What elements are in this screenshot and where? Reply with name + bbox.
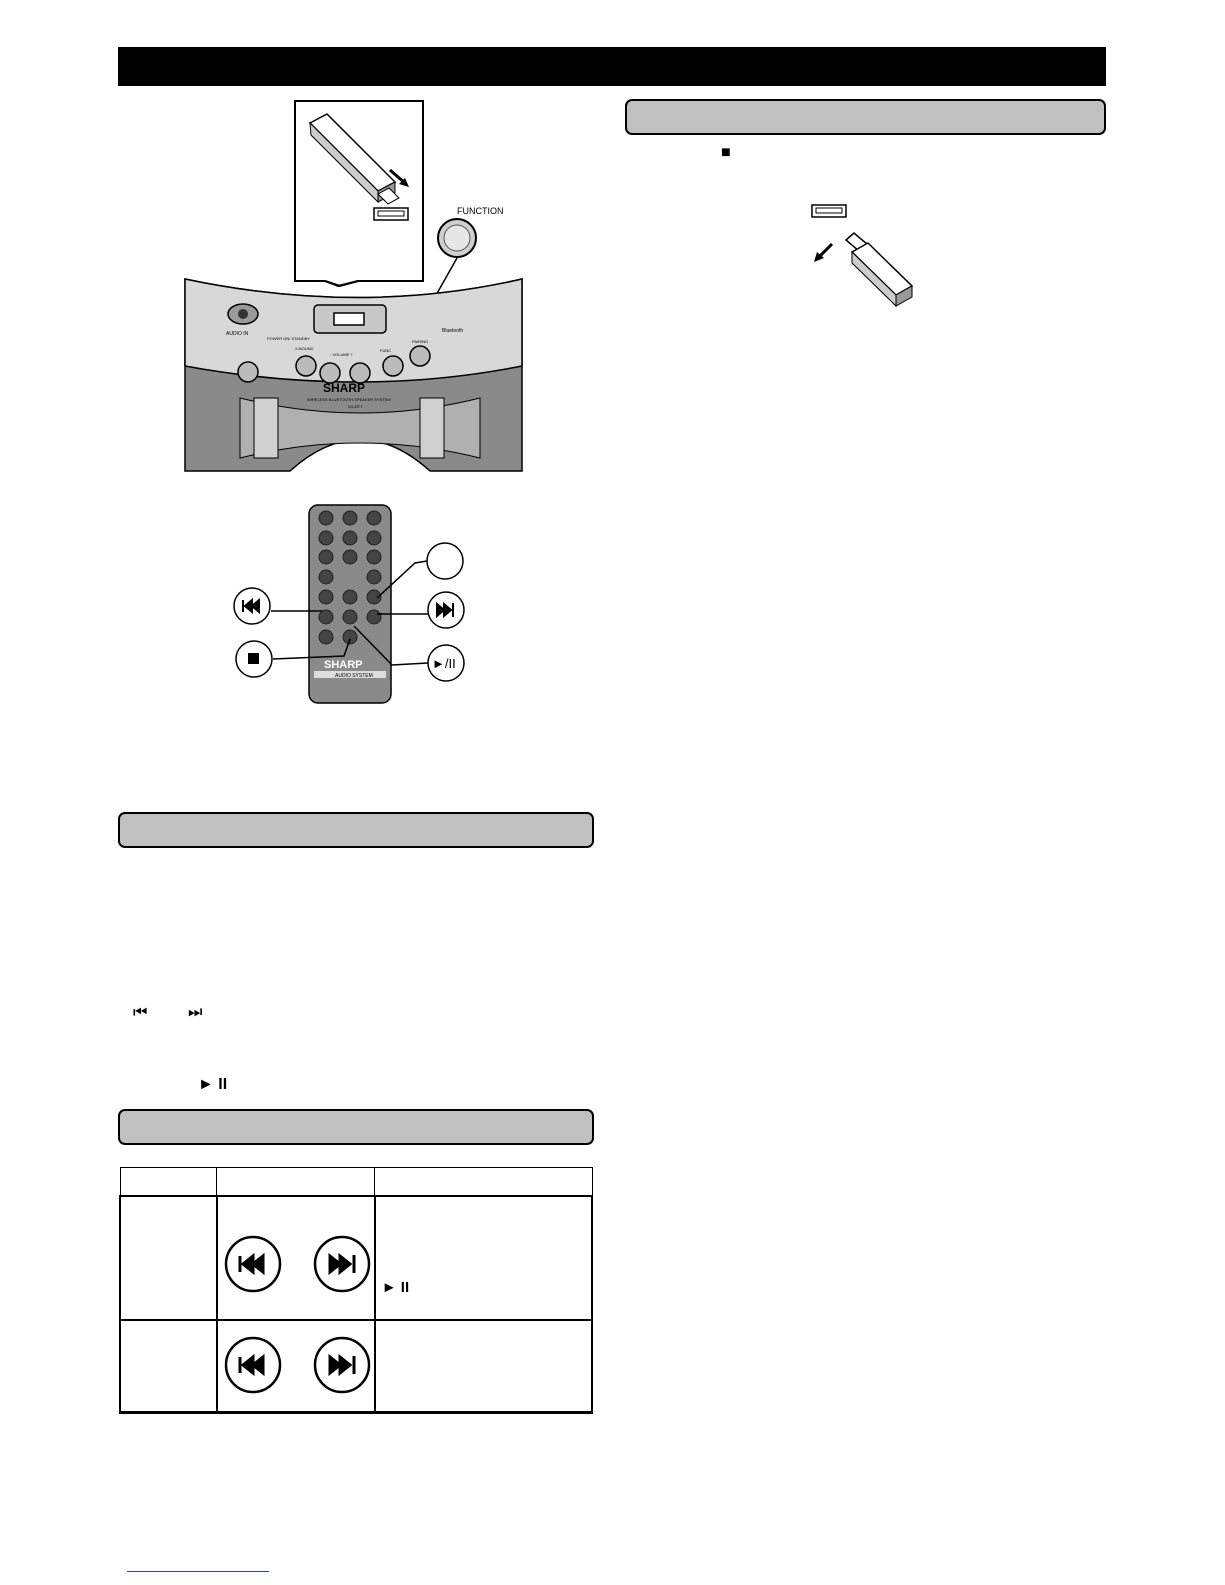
header-bar	[118, 47, 1106, 86]
table-header-cell	[217, 1168, 375, 1197]
table-cell-note	[375, 1320, 592, 1413]
bluetooth-label: Bluetooth	[442, 328, 464, 334]
play-pause-icon: ► II	[381, 1279, 410, 1296]
xbound-label: X-BOUND	[295, 346, 314, 351]
remote-figure	[232, 500, 477, 710]
pairing-label: PAIRING	[412, 339, 429, 344]
remote-brand: SHARP	[324, 659, 363, 671]
power-button-icon	[238, 362, 258, 382]
play-pause-icon: ► II	[198, 1076, 228, 1093]
table-header-cell	[375, 1168, 592, 1197]
section-header-skip	[118, 1109, 594, 1145]
brand-logo: SHARP	[323, 381, 366, 395]
stop-icon: ■	[721, 144, 731, 161]
volume-label: - VOLUME +	[330, 352, 353, 357]
remove-usb-figure	[808, 200, 920, 312]
table-header-row	[120, 1168, 592, 1197]
table-cell-buttons	[217, 1196, 375, 1320]
device-figure	[180, 98, 540, 480]
model-label: GX-BT7	[348, 404, 363, 409]
power-label: POWER ON/ STANDBY	[267, 336, 311, 341]
section-header-playback	[118, 812, 594, 848]
func-label: FUNC	[380, 348, 392, 353]
audio-in-label: AUDIO IN	[226, 331, 249, 337]
skip-table	[119, 1167, 593, 1414]
table-row	[120, 1320, 592, 1413]
footer-link[interactable]	[127, 1571, 269, 1572]
table-cell-buttons	[217, 1320, 375, 1413]
table-cell-mode	[120, 1320, 217, 1413]
table-row	[120, 1196, 592, 1320]
prev-icon: ⏮	[133, 1004, 148, 1021]
section-header-remove-usb	[625, 99, 1106, 135]
func-callout-icon	[427, 543, 463, 579]
table-cell-mode	[120, 1196, 217, 1320]
product-line: WIRELESS BLUETOOTH SPEAKER SYSTEM	[307, 397, 391, 402]
table-cell-note	[375, 1196, 592, 1320]
function-label: FUNCTION	[457, 206, 504, 216]
remote-subtitle: AUDIO SYSTEM	[335, 673, 373, 679]
next-icon: ⏭	[188, 1004, 203, 1021]
play-pause-callout-label: ►/II	[432, 656, 456, 671]
table-header-cell	[120, 1168, 217, 1197]
